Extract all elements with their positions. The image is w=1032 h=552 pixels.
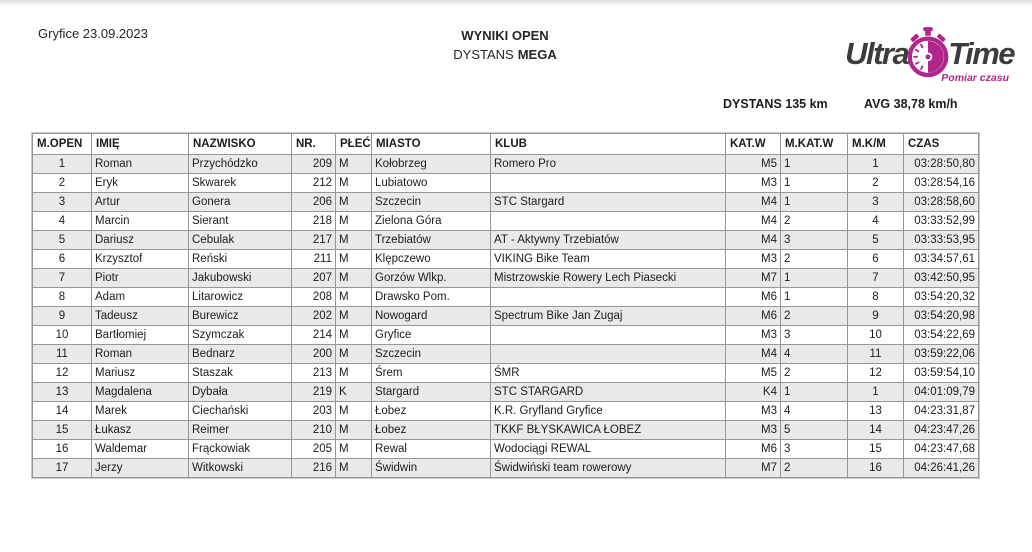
cell-m_kat_w: 4	[781, 345, 848, 364]
subtitle-distance-word: DYSTANS	[453, 47, 514, 62]
table-row	[33, 345, 979, 364]
cell-imie: Eryk	[92, 174, 189, 193]
cell-kat_w: M4	[726, 212, 781, 231]
cell-imie: Jerzy	[92, 459, 189, 478]
table-row	[33, 155, 979, 174]
cell-czas: 03:42:50,95	[904, 269, 979, 288]
cell-kat_w: K4	[726, 383, 781, 402]
results-table	[32, 133, 979, 478]
cell-nr: 203	[292, 402, 336, 421]
table-row	[33, 440, 979, 459]
cell-nr: 202	[292, 307, 336, 326]
cell-miasto: Łobez	[372, 402, 491, 421]
event-date-location: Gryfice 23.09.2023	[38, 26, 148, 41]
cell-miasto: Gorzów Wlkp.	[372, 269, 491, 288]
column-header-klub: KLUB	[491, 134, 726, 155]
table-row	[33, 212, 979, 231]
table-row	[33, 250, 979, 269]
cell-kat_w: M6	[726, 307, 781, 326]
cell-m_km: 10	[848, 326, 904, 345]
cell-m_kat_w: 2	[781, 212, 848, 231]
cell-m_kat_w: 1	[781, 155, 848, 174]
cell-czas: 04:26:41,26	[904, 459, 979, 478]
table-header-row	[33, 134, 979, 155]
cell-klub: STC Stargard	[491, 193, 726, 212]
logo-tagline: Pomiar czasu	[941, 72, 1009, 84]
cell-m_open: 17	[33, 459, 92, 478]
cell-kat_w: M3	[726, 421, 781, 440]
column-header-nr: NR.	[292, 134, 336, 155]
cell-imie: Marcin	[92, 212, 189, 231]
cell-m_open: 10	[33, 326, 92, 345]
cell-miasto: Rewal	[372, 440, 491, 459]
cell-klub: VIKING Bike Team	[491, 250, 726, 269]
avg-speed-stat: AVG 38,78 km/h	[864, 97, 958, 111]
column-header-m-kat-w: M.KAT.W	[781, 134, 848, 155]
cell-nr: 216	[292, 459, 336, 478]
cell-nazwisko: Gonera	[189, 193, 292, 212]
cell-nr: 210	[292, 421, 336, 440]
cell-kat_w: M4	[726, 345, 781, 364]
logo-word-time: Time	[948, 35, 1014, 71]
cell-m_kat_w: 1	[781, 174, 848, 193]
cell-czas: 04:23:31,87	[904, 402, 979, 421]
cell-nazwisko: Frąckowiak	[189, 440, 292, 459]
cell-nazwisko: Bednarz	[189, 345, 292, 364]
cell-kat_w: M3	[726, 402, 781, 421]
cell-miasto: Nowogard	[372, 307, 491, 326]
cell-klub	[491, 288, 726, 307]
cell-klub	[491, 212, 726, 231]
column-header-plec: PŁEĆ	[336, 134, 372, 155]
cell-czas: 03:59:54,10	[904, 364, 979, 383]
column-header-nazwisko: NAZWISKO	[189, 134, 292, 155]
cell-kat_w: M7	[726, 269, 781, 288]
cell-m_km: 9	[848, 307, 904, 326]
cell-imie: Roman	[92, 155, 189, 174]
cell-miasto: Kołobrzeg	[372, 155, 491, 174]
cell-m_km: 8	[848, 288, 904, 307]
table-row	[33, 364, 979, 383]
cell-klub	[491, 326, 726, 345]
cell-czas: 03:54:22,69	[904, 326, 979, 345]
cell-m_open: 5	[33, 231, 92, 250]
cell-kat_w: M6	[726, 440, 781, 459]
cell-imie: Piotr	[92, 269, 189, 288]
cell-kat_w: M4	[726, 231, 781, 250]
cell-m_km: 3	[848, 193, 904, 212]
cell-m_open: 16	[33, 440, 92, 459]
cell-m_open: 15	[33, 421, 92, 440]
cell-nazwisko: Przychódzko	[189, 155, 292, 174]
cell-plec: M	[336, 421, 372, 440]
cell-klub	[491, 174, 726, 193]
cell-m_km: 1	[848, 383, 904, 402]
cell-nr: 218	[292, 212, 336, 231]
table-row	[33, 326, 979, 345]
cell-plec: M	[336, 231, 372, 250]
cell-kat_w: M5	[726, 364, 781, 383]
cell-czas: 03:34:57,61	[904, 250, 979, 269]
cell-nr: 219	[292, 383, 336, 402]
cell-imie: Krzysztof	[92, 250, 189, 269]
table-row	[33, 383, 979, 402]
results-table-body	[33, 155, 979, 478]
cell-m_km: 7	[848, 269, 904, 288]
cell-plec: M	[336, 364, 372, 383]
cell-imie: Waldemar	[92, 440, 189, 459]
distance-stat: DYSTANS 135 km	[723, 97, 828, 111]
cell-imie: Magdalena	[92, 383, 189, 402]
cell-m_kat_w: 3	[781, 440, 848, 459]
cell-miasto: Świdwin	[372, 459, 491, 478]
cell-czas: 03:54:20,32	[904, 288, 979, 307]
cell-nazwisko: Jakubowski	[189, 269, 292, 288]
cell-miasto: Klępczewo	[372, 250, 491, 269]
cell-m_kat_w: 2	[781, 250, 848, 269]
cell-plec: M	[336, 250, 372, 269]
cell-nazwisko: Reimer	[189, 421, 292, 440]
cell-nazwisko: Burewicz	[189, 307, 292, 326]
table-row	[33, 459, 979, 478]
cell-plec: M	[336, 288, 372, 307]
cell-nr: 206	[292, 193, 336, 212]
cell-plec: M	[336, 459, 372, 478]
column-header-m-open: M.OPEN	[33, 134, 92, 155]
cell-m_kat_w: 2	[781, 307, 848, 326]
cell-m_kat_w: 1	[781, 269, 848, 288]
cell-m_km: 2	[848, 174, 904, 193]
table-row	[33, 307, 979, 326]
cell-kat_w: M3	[726, 174, 781, 193]
table-row	[33, 269, 979, 288]
cell-nr: 209	[292, 155, 336, 174]
cell-m_open: 7	[33, 269, 92, 288]
column-header-miasto: MIASTO	[372, 134, 491, 155]
cell-nr: 212	[292, 174, 336, 193]
cell-nr: 211	[292, 250, 336, 269]
cell-klub: ŚMR	[491, 364, 726, 383]
cell-m_open: 8	[33, 288, 92, 307]
cell-miasto: Łobez	[372, 421, 491, 440]
cell-miasto: Lubiatowo	[372, 174, 491, 193]
cell-plec: M	[336, 155, 372, 174]
cell-miasto: Zielona Góra	[372, 212, 491, 231]
cell-klub	[491, 345, 726, 364]
cell-m_kat_w: 3	[781, 326, 848, 345]
cell-czas: 03:28:54,16	[904, 174, 979, 193]
cell-czas: 04:01:09,79	[904, 383, 979, 402]
cell-m_open: 12	[33, 364, 92, 383]
cell-czas: 03:33:52,99	[904, 212, 979, 231]
cell-imie: Artur	[92, 193, 189, 212]
cell-m_open: 13	[33, 383, 92, 402]
column-header-kat-w: KAT.W	[726, 134, 781, 155]
cell-plec: M	[336, 269, 372, 288]
cell-nazwisko: Litarowicz	[189, 288, 292, 307]
cell-plec: M	[336, 345, 372, 364]
cell-klub: Romero Pro	[491, 155, 726, 174]
cell-nazwisko: Dybała	[189, 383, 292, 402]
cell-czas: 03:33:53,95	[904, 231, 979, 250]
cell-m_km: 14	[848, 421, 904, 440]
cell-klub: Spectrum Bike Jan Zugaj	[491, 307, 726, 326]
cell-nazwisko: Witkowski	[189, 459, 292, 478]
cell-m_kat_w: 2	[781, 364, 848, 383]
cell-plec: M	[336, 193, 372, 212]
cell-kat_w: M3	[726, 250, 781, 269]
cell-nazwisko: Sierant	[189, 212, 292, 231]
cell-m_open: 9	[33, 307, 92, 326]
cell-m_km: 4	[848, 212, 904, 231]
ultratime-logo	[796, 27, 1014, 84]
cell-miasto: Gryfice	[372, 326, 491, 345]
cell-nr: 200	[292, 345, 336, 364]
cell-imie: Bartłomiej	[92, 326, 189, 345]
column-header-czas: CZAS	[904, 134, 979, 155]
cell-plec: M	[336, 326, 372, 345]
subtitle-distance-name: MEGA	[517, 47, 557, 62]
cell-nr: 207	[292, 269, 336, 288]
cell-plec: M	[336, 307, 372, 326]
cell-czas: 03:59:22,06	[904, 345, 979, 364]
cell-miasto: Stargard	[372, 383, 491, 402]
cell-m_open: 1	[33, 155, 92, 174]
cell-imie: Mariusz	[92, 364, 189, 383]
cell-imie: Łukasz	[92, 421, 189, 440]
cell-m_kat_w: 1	[781, 288, 848, 307]
cell-nazwisko: Ciechański	[189, 402, 292, 421]
cell-m_km: 11	[848, 345, 904, 364]
cell-m_km: 1	[848, 155, 904, 174]
cell-nazwisko: Skwarek	[189, 174, 292, 193]
cell-m_open: 11	[33, 345, 92, 364]
cell-m_km: 6	[848, 250, 904, 269]
cell-miasto: Szczecin	[372, 345, 491, 364]
cell-m_km: 5	[848, 231, 904, 250]
cell-czas: 03:54:20,98	[904, 307, 979, 326]
cell-miasto: Drawsko Pom.	[372, 288, 491, 307]
cell-nr: 213	[292, 364, 336, 383]
cell-klub: Wodociągi REWAL	[491, 440, 726, 459]
cell-czas: 04:23:47,26	[904, 421, 979, 440]
cell-m_open: 14	[33, 402, 92, 421]
cell-plec: M	[336, 174, 372, 193]
table-row	[33, 174, 979, 193]
table-row	[33, 288, 979, 307]
cell-nazwisko: Reński	[189, 250, 292, 269]
cell-miasto: Śrem	[372, 364, 491, 383]
results-subtitle	[380, 45, 630, 64]
cell-klub: K.R. Gryfland Gryfice	[491, 402, 726, 421]
cell-nr: 214	[292, 326, 336, 345]
title-block	[380, 26, 630, 64]
cell-klub: STC STARGARD	[491, 383, 726, 402]
cell-m_km: 12	[848, 364, 904, 383]
page-top-shadow	[0, 0, 1032, 6]
column-header-imie: IMIĘ	[92, 134, 189, 155]
cell-plec: M	[336, 440, 372, 459]
cell-m_kat_w: 1	[781, 193, 848, 212]
table-row	[33, 231, 979, 250]
cell-klub: TKKF BŁYSKAWICA ŁOBEZ	[491, 421, 726, 440]
cell-nazwisko: Szymczak	[189, 326, 292, 345]
table-row	[33, 402, 979, 421]
cell-miasto: Trzebiatów	[372, 231, 491, 250]
cell-plec: K	[336, 383, 372, 402]
column-header-m-km: M.K/M	[848, 134, 904, 155]
table-row	[33, 421, 979, 440]
cell-nazwisko: Staszak	[189, 364, 292, 383]
cell-m_open: 4	[33, 212, 92, 231]
cell-m_kat_w: 4	[781, 402, 848, 421]
cell-klub: Mistrzowskie Rowery Lech Piasecki	[491, 269, 726, 288]
cell-kat_w: M6	[726, 288, 781, 307]
cell-nr: 217	[292, 231, 336, 250]
results-title: WYNIKI OPEN	[461, 28, 549, 43]
cell-m_kat_w: 3	[781, 231, 848, 250]
cell-czas: 04:23:47,68	[904, 440, 979, 459]
cell-plec: M	[336, 212, 372, 231]
cell-m_kat_w: 5	[781, 421, 848, 440]
cell-imie: Adam	[92, 288, 189, 307]
cell-kat_w: M3	[726, 326, 781, 345]
table-row	[33, 193, 979, 212]
cell-czas: 03:28:58,60	[904, 193, 979, 212]
results-table-wrap	[32, 133, 979, 478]
logo-word-ultra: Ultra	[845, 35, 909, 71]
cell-miasto: Szczecin	[372, 193, 491, 212]
cell-imie: Marek	[92, 402, 189, 421]
cell-czas: 03:28:50,80	[904, 155, 979, 174]
cell-m_kat_w: 2	[781, 459, 848, 478]
cell-nr: 208	[292, 288, 336, 307]
cell-m_kat_w: 1	[781, 383, 848, 402]
cell-m_open: 3	[33, 193, 92, 212]
cell-kat_w: M4	[726, 193, 781, 212]
cell-m_km: 15	[848, 440, 904, 459]
cell-nazwisko: Cebulak	[189, 231, 292, 250]
cell-kat_w: M5	[726, 155, 781, 174]
cell-m_open: 6	[33, 250, 92, 269]
cell-kat_w: M7	[726, 459, 781, 478]
cell-imie: Dariusz	[92, 231, 189, 250]
cell-imie: Tadeusz	[92, 307, 189, 326]
cell-nr: 205	[292, 440, 336, 459]
cell-plec: M	[336, 402, 372, 421]
cell-m_km: 13	[848, 402, 904, 421]
cell-klub: AT - Aktywny Trzebiatów	[491, 231, 726, 250]
cell-klub: Świdwiński team rowerowy	[491, 459, 726, 478]
cell-m_open: 2	[33, 174, 92, 193]
cell-imie: Roman	[92, 345, 189, 364]
cell-m_km: 16	[848, 459, 904, 478]
